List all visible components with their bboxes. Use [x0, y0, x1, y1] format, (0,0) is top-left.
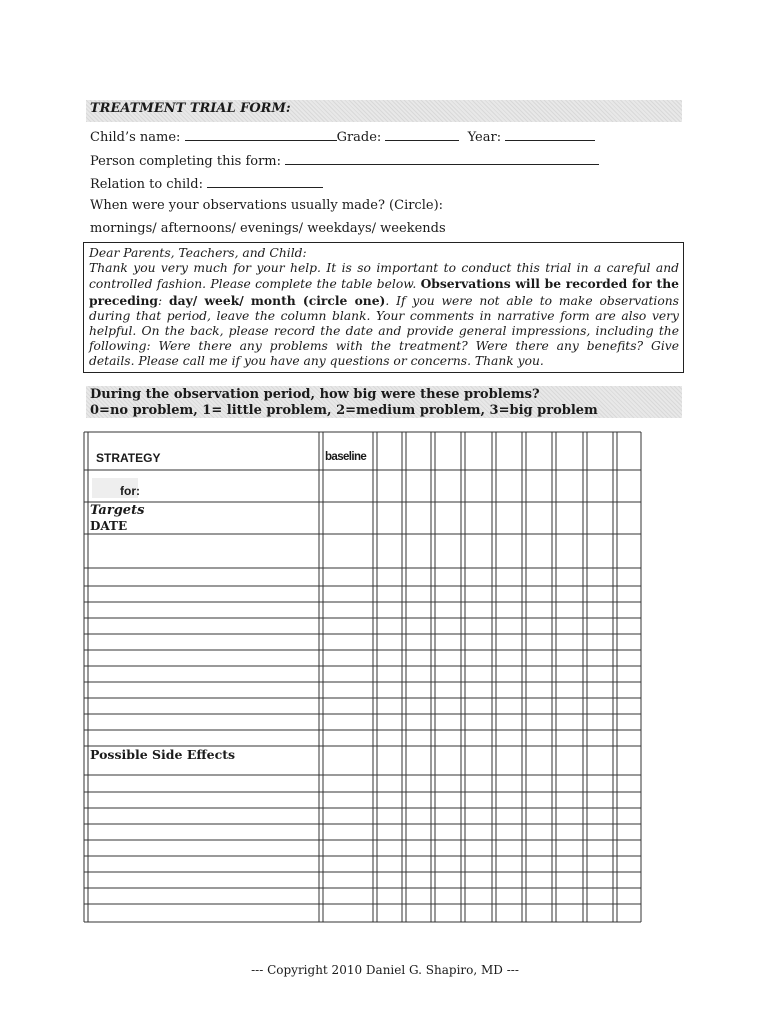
letter-text-1: Thank you very much for your help. It is so important to conduct this trial in a careful and controlled fashion. Please complete the table below. — [89, 261, 679, 292]
copyright-footer: --- Copyright 2010 Daniel G. Shapiro, MD --- — [251, 963, 519, 977]
when-question: When were your observations usually made? (Circle): — [90, 198, 444, 213]
side-effects-label: Possible Side Effects — [90, 747, 236, 762]
child-name-label: Child’s name: — [90, 130, 181, 145]
times-options[interactable]: mornings/ afternoons/ evenings/ weekdays/ weekends — [90, 221, 446, 236]
observation-question: During the observation period, how big were these problems? — [90, 387, 540, 402]
observation-scale: 0=no problem, 1= little problem, 2=medium problem, 3=big problem — [90, 402, 598, 418]
for-label: for: — [120, 484, 140, 498]
letter-text-3: . If you were not able to make observations during that period, leave the column blank. Your comments in narrative form are also very helpful. On the back, please record the date and provide general impressions, including the following: Were there any problems with the treatment? Were there any benefits? Give details. Please call me if you have any questions or concerns. Thank you. — [89, 293, 679, 369]
year-label: Year: — [467, 130, 502, 145]
person-label: Person completing this form: — [90, 154, 282, 169]
relation-label: Relation to child: — [90, 177, 203, 192]
baseline-label: baseline — [325, 451, 367, 463]
letter-bold-1: Observations will be recorded for the preceding — [89, 276, 679, 308]
letter-text-2: : — [158, 293, 170, 308]
letter-bold-2[interactable]: day/ week/ month (circle one) — [169, 292, 386, 308]
letter-greeting: Dear Parents, Teachers, and Child: — [89, 246, 307, 260]
strategy-label: STRATEGY — [96, 451, 161, 465]
targets-label: Targets — [90, 503, 145, 518]
date-label: DATE — [90, 519, 128, 533]
form-title: TREATMENT TRIAL FORM: — [90, 101, 291, 116]
grade-label: Grade: — [336, 130, 382, 145]
